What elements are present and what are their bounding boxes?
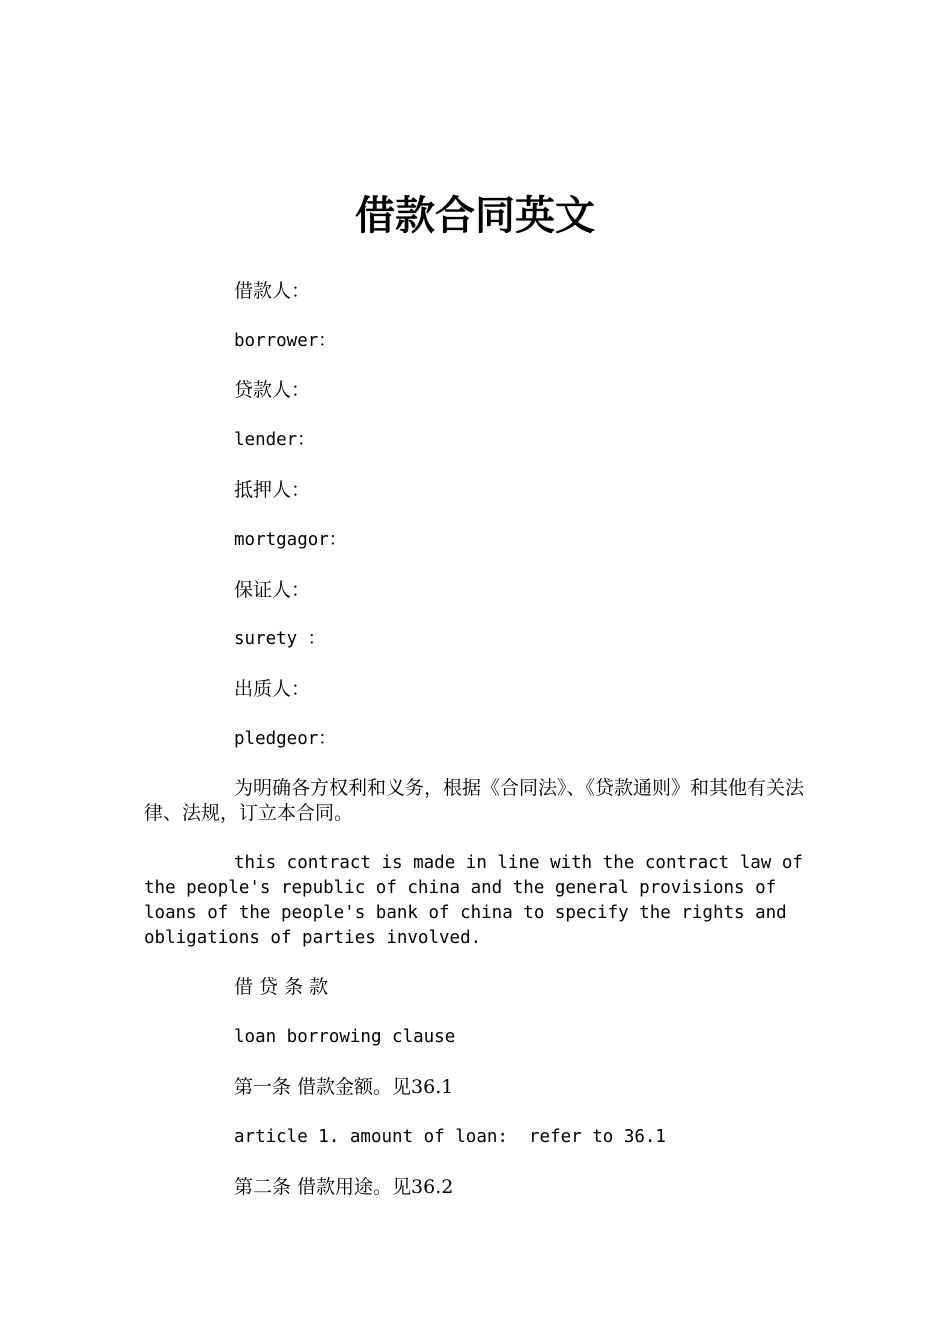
- surety-label-en: surety ：: [234, 629, 326, 649]
- mortgagor-label-cn: 抵押人：: [234, 479, 311, 501]
- mortgagor-label-en: mortgagor：: [234, 530, 347, 550]
- preamble-cn: 为明确各方权利和义务，根据《合同法》、《贷款通则》和其他有关法律、法规，订立本合同。: [144, 777, 805, 824]
- clause-heading-cn: 借 贷 条 款: [234, 976, 329, 998]
- preamble-en: this contract is made in line with the contract law of the people's republic of china and the general provisions of loans of the people's bank of china to specify the rights and obligations of parties involved.: [144, 853, 814, 948]
- borrower-label-cn: 借款人：: [234, 280, 311, 302]
- lender-label-en: lender：: [234, 430, 315, 450]
- borrower-label-en: borrower：: [234, 331, 336, 351]
- pledgeor-label-en: pledgeor：: [234, 729, 336, 749]
- document-title: 借款合同英文: [355, 193, 595, 239]
- article-1-en: article 1. amount of loan: refer to 36.1: [234, 1127, 666, 1147]
- surety-label-cn: 保证人：: [234, 579, 311, 601]
- lender-label-cn: 贷款人：: [234, 379, 311, 401]
- clause-heading-en: loan borrowing clause: [234, 1027, 456, 1047]
- article-1-cn: 第一条 借款金额。见36.1: [234, 1076, 454, 1098]
- pledgeor-label-cn: 出质人：: [234, 678, 311, 700]
- article-2-cn: 第二条 借款用途。见36.2: [234, 1176, 454, 1198]
